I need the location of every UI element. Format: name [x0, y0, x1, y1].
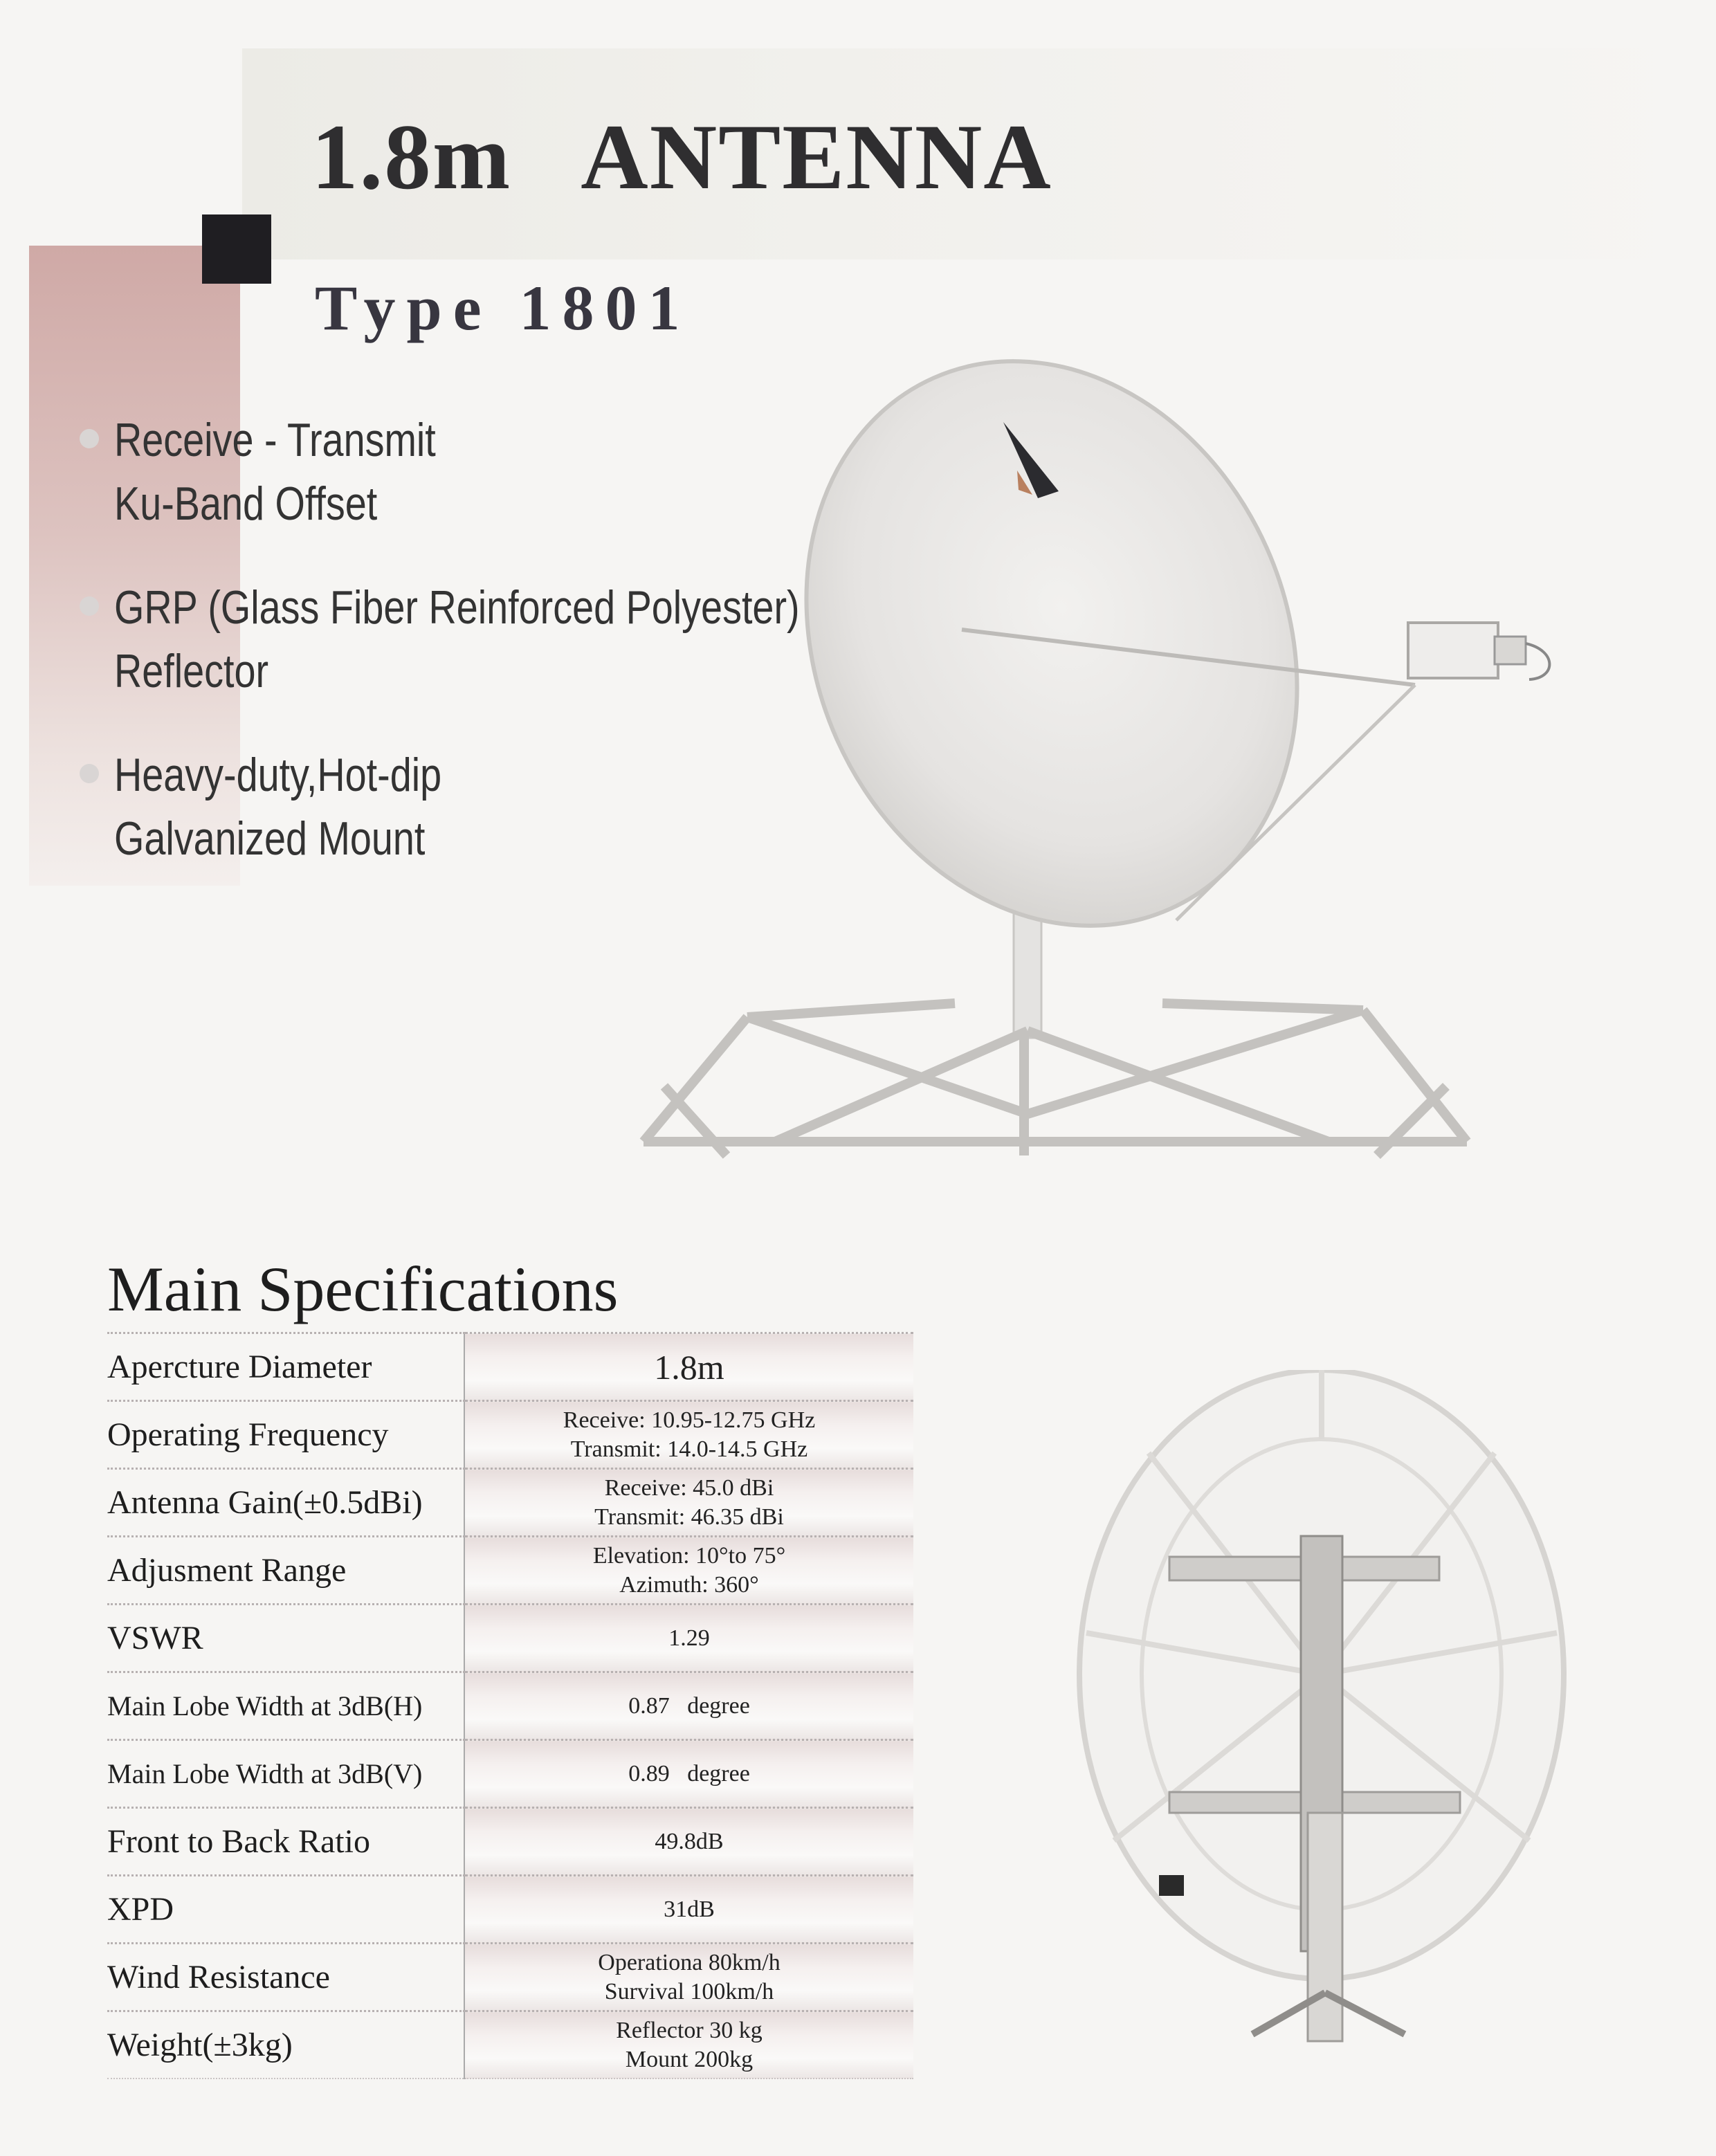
spec-value-line: Mount 200kg	[625, 2046, 754, 2072]
spec-value-line: Elevation: 10°to 75°	[592, 1542, 786, 1569]
spec-value-line: Survival 100km/h	[604, 1978, 774, 2004]
specifications-table	[107, 1332, 913, 2079]
spec-value	[464, 1876, 913, 1944]
accent-square	[202, 214, 271, 284]
spec-label: Wind Resistance	[107, 1944, 464, 2011]
title-word: ANTENNA	[581, 106, 1052, 209]
spec-value-line: 0.87 degree	[628, 1692, 750, 1719]
page-title	[311, 104, 1052, 211]
title-size: 1.8m	[311, 106, 512, 209]
spec-value-line: Receive: 10.95-12.75 GHz	[563, 1407, 816, 1433]
spec-label: XPD	[107, 1876, 464, 1944]
specifications-heading: Main Specifications	[107, 1254, 619, 1324]
spec-value-line: Azimuth: 360°	[619, 1571, 759, 1598]
table-row	[107, 1876, 913, 1944]
bullet-icon	[80, 429, 99, 448]
spec-value	[464, 1333, 913, 1401]
spec-label: Front to Back Ratio	[107, 1808, 464, 1876]
mount-photo	[1038, 1370, 1578, 2048]
spec-value-line: 1.8m	[654, 1347, 724, 1387]
spec-label: Operating Frequency	[107, 1401, 464, 1469]
feature-line: Heavy-duty,Hot-dip	[114, 749, 442, 801]
spec-label: Antenna Gain(±0.5dBi)	[107, 1469, 464, 1537]
spec-value-line: Transmit: 46.35 dBi	[594, 1504, 784, 1530]
spec-value-line: 31dB	[664, 1896, 715, 1922]
spec-label: Main Lobe Width at 3dB(V)	[107, 1740, 464, 1808]
spec-value	[464, 1672, 913, 1740]
table-row	[107, 1401, 913, 1469]
spec-value-line: Receive: 45.0 dBi	[604, 1474, 774, 1501]
antenna-photo	[567, 325, 1605, 1211]
table-row	[107, 1672, 913, 1740]
bullet-icon	[80, 596, 99, 616]
spec-value	[464, 1808, 913, 1876]
bullet-icon	[80, 764, 99, 783]
spec-value	[464, 1605, 913, 1672]
page-subtitle: Type 1801	[315, 273, 691, 343]
feature-line: Reflector	[114, 645, 269, 697]
feature-line: Galvanized Mount	[114, 812, 426, 865]
spec-value-line: 49.8dB	[655, 1828, 724, 1854]
feature-line: GRP (Glass Fiber Reinforced Polyester)	[114, 581, 800, 634]
spec-value	[464, 1537, 913, 1605]
feature-line: Receive - Transmit	[114, 414, 436, 466]
spec-label: VSWR	[107, 1605, 464, 1672]
spec-value-line: Reflector 30 kg	[616, 2017, 763, 2043]
spec-value	[464, 1469, 913, 1537]
table-row	[107, 1740, 913, 1808]
table-row	[107, 1469, 913, 1537]
spec-label: Apercture Diameter	[107, 1333, 464, 1401]
spec-value	[464, 1740, 913, 1808]
spec-label: Adjusment Range	[107, 1537, 464, 1605]
spec-label: Weight(±3kg)	[107, 2011, 464, 2079]
spec-value-line: Transmit: 14.0-14.5 GHz	[570, 1436, 808, 1462]
spec-value-line: 0.89 degree	[628, 1760, 750, 1787]
spec-value	[464, 1944, 913, 2011]
spec-value	[464, 1401, 913, 1469]
spec-value-line: 1.29	[668, 1625, 710, 1651]
table-row	[107, 1808, 913, 1876]
table-row	[107, 1333, 913, 1401]
table-row	[107, 1605, 913, 1672]
table-row	[107, 1537, 913, 1605]
spec-value	[464, 2011, 913, 2079]
feature-line: Ku-Band Offset	[114, 477, 378, 530]
spec-value-line: Operationa 80km/h	[598, 1949, 781, 1975]
table-row	[107, 2011, 913, 2079]
spec-label: Main Lobe Width at 3dB(H)	[107, 1672, 464, 1740]
table-row	[107, 1944, 913, 2011]
